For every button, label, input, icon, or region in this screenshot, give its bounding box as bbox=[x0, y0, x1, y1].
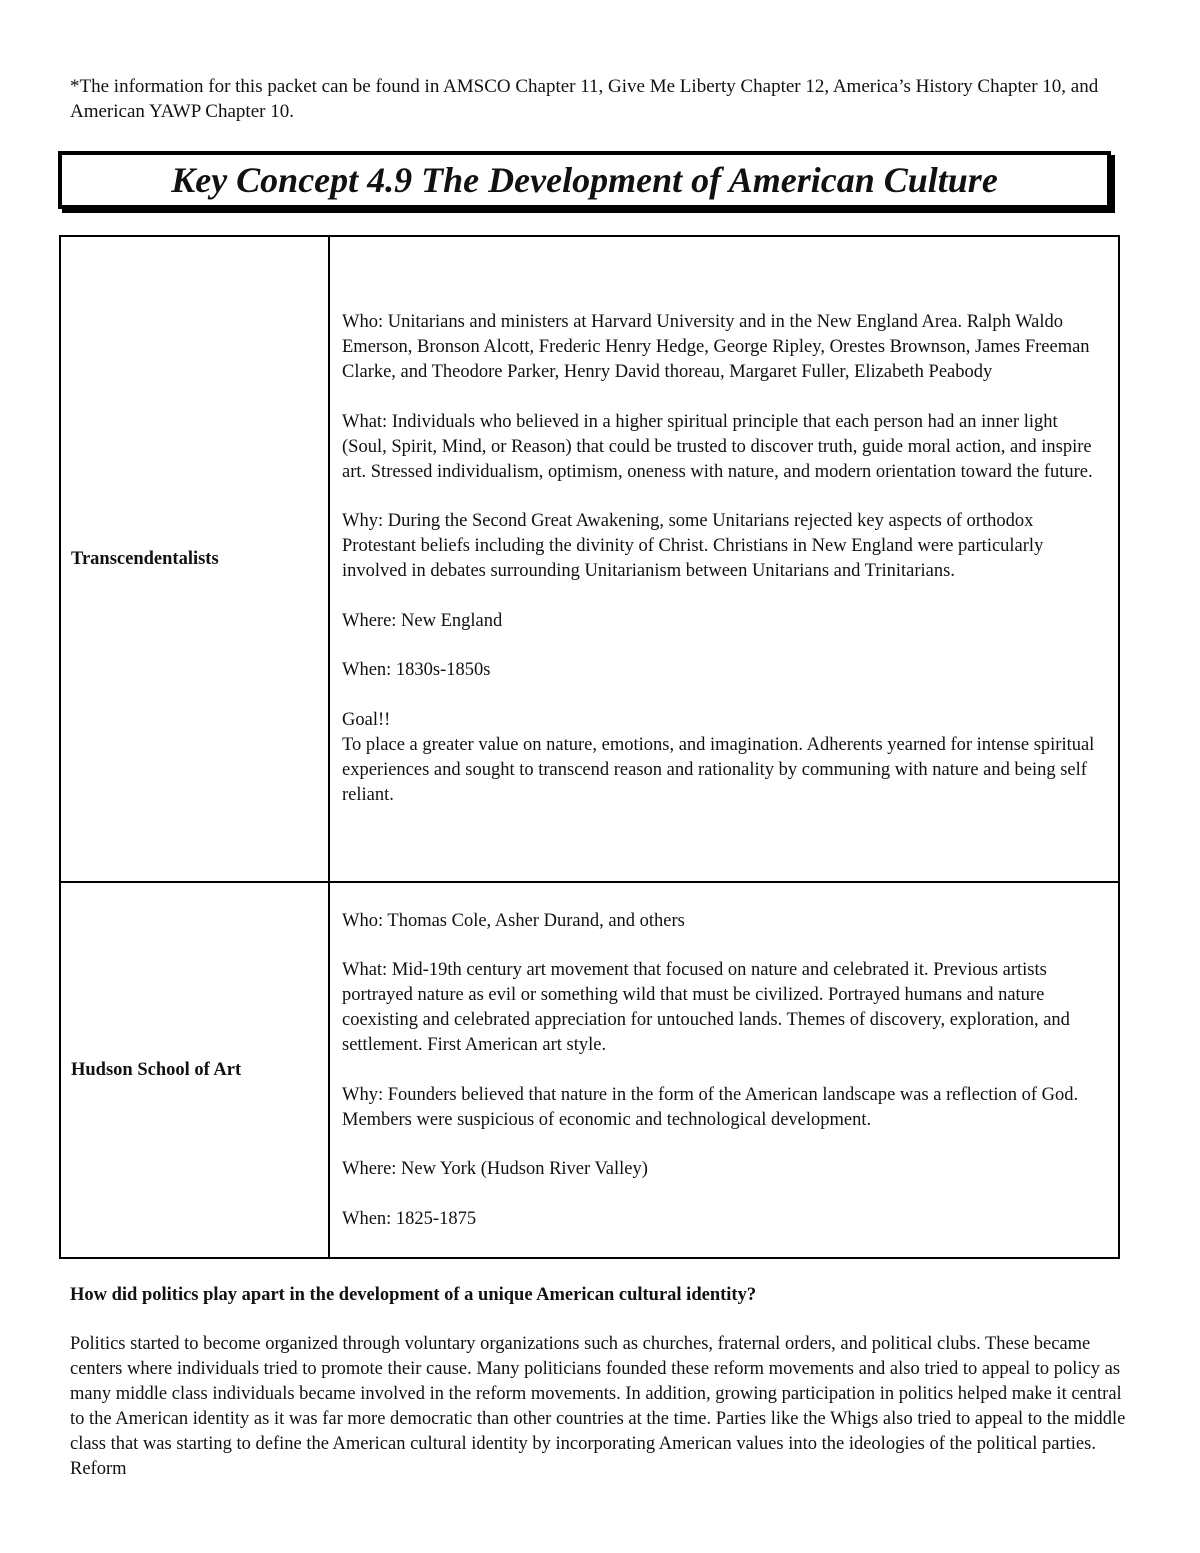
description-cell bbox=[329, 236, 1119, 882]
what-text: What: Mid-19th century art movement that focused on nature and celebrated it. Previous artists portrayed nature as evil or something wild that must be civilized. Portrayed humans and nature coexisting and celebrated appreciation for untouched lands. Themes of discovery, exploration, and settlement. First American art style. bbox=[342, 960, 1070, 1055]
who-text: Who: Unitarians and ministers at Harvard University and in the New England Area. Ralph Waldo Emerson, Bronson Alcott, Frederic Henry Hedge, George Ripley, Orestes Brownson, James Freeman Clarke, and Theodore Parker, Henry David thoreau, Margaret Fuller, Elizabeth Peabody bbox=[342, 312, 1090, 383]
when-text: When: 1825-1875 bbox=[342, 1208, 477, 1229]
description-cell bbox=[329, 882, 1119, 1258]
table-row bbox=[60, 236, 1119, 882]
what-line-2: (Soul, Spirit, Mind, or Reason) that could be trusted to discover truth, guide moral action, and inspire art. Stressed individualism, optimism, oneness with nature, and modern orientation toward the future. bbox=[342, 436, 1093, 482]
title-box bbox=[58, 151, 1111, 209]
why-text: Why: During the Second Great Awakening, some Unitarians rejected key aspects of orthodox Protestant beliefs including the divinity of Christ. Christians in New England were particularly involved in debates surrounding Unitarianism between Unitarians and Trinitarians. bbox=[342, 511, 1044, 582]
term-cell: Transcendentalists bbox=[60, 236, 329, 882]
table-row bbox=[60, 882, 1119, 1258]
goal-body: To place a greater value on nature, emotions, and imagination. Adherents yearned for intense spiritual experiences and sought to transcend reason and rationality by communing with nature and being self reliant. bbox=[342, 734, 1095, 805]
answer-paragraph: Politics started to become organized through voluntary organizations such as churches, fraternal orders, and political clubs. These became centers where individuals tried to promote their cause. Many politicians founded these reform movements and also tried to appeal to policy as many middle class individuals became involved in the reform movements. In addition, growing participation in politics helped make it central to the American identity as it was far more democratic than other countries at the time. Parties like the Whigs also tried to appeal to the middle class that was starting to define the American cultural identity by incorporating American values into the ideologies of the political parties. Reform bbox=[70, 1334, 1126, 1479]
who-text: Who: Thomas Cole, Asher Durand, and others bbox=[342, 910, 685, 931]
source-note: *The information for this packet can be found in AMSCO Chapter 11, Give Me Liberty Chapter 12, America’s History Chapter 10, and American YAWP Chapter 10. bbox=[70, 76, 1099, 122]
page-title: Key Concept 4.9 The Development of American Culture bbox=[171, 160, 998, 200]
where-text: Where: New York (Hudson River Valley) bbox=[342, 1159, 648, 1179]
question-heading: How did politics play apart in the development of a unique American cultural identity? bbox=[70, 1285, 757, 1305]
what-text bbox=[342, 410, 1106, 485]
when-text: When: 1830s-1850s bbox=[342, 660, 491, 681]
goal-label: Goal!! bbox=[342, 709, 391, 730]
why-text: Why: Founders believed that nature in the form of the American landscape was a reflection of God. Members were suspicious of economic and technological development. bbox=[342, 1084, 1079, 1130]
where-text: Where: New England bbox=[342, 610, 503, 631]
goal-text bbox=[342, 708, 1106, 808]
concept-table bbox=[59, 235, 1120, 1259]
what-line-1: What: Individuals who believed in a higher spiritual principle that each person had an inner light bbox=[342, 411, 1058, 432]
term-cell: Hudson School of Art bbox=[60, 882, 329, 1258]
